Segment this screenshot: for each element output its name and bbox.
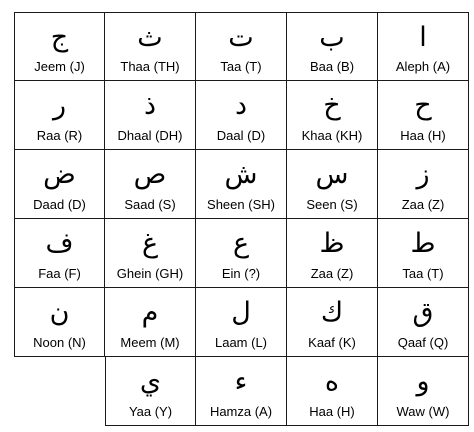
letter-cell (196, 81, 287, 150)
arabic-letter: ا (419, 22, 427, 53)
letter-cell (105, 150, 196, 219)
letter-cell (14, 12, 105, 81)
letter-cell (378, 357, 469, 426)
letter-cell (378, 81, 469, 150)
arabic-letter: ذ (143, 90, 157, 121)
letter-name: Yaa (Y) (128, 404, 173, 419)
letter-name: Zaa (Z) (310, 266, 354, 281)
letter-name: Ein (?) (221, 266, 261, 281)
letter-name: Khaa (KH) (301, 128, 363, 143)
letter-cell (287, 81, 378, 150)
letter-name: Daad (D) (33, 197, 86, 212)
arabic-letter: و (416, 366, 430, 397)
letter-cell (105, 288, 196, 357)
arabic-letter: خ (323, 90, 341, 121)
letter-name: Hamza (A) (209, 404, 273, 419)
arabic-letter: ف (45, 228, 74, 259)
letter-cell (287, 219, 378, 288)
letter-name: Sheen (SH) (207, 197, 275, 212)
letter-cell (14, 150, 105, 219)
arabic-letter: ك (320, 297, 344, 328)
arabic-letter: ح (414, 90, 432, 121)
letter-name: Meem (M) (120, 335, 180, 350)
letter-name: Haa (H) (309, 404, 355, 419)
arabic-letter: ص (133, 159, 167, 190)
letter-name: Haa (H) (400, 128, 446, 143)
letter-name: Seen (S) (306, 197, 358, 212)
letter-name: Zaa (Z) (401, 197, 445, 212)
arabic-letter: ط (410, 228, 436, 259)
letter-cell (378, 150, 469, 219)
letter-cell (196, 150, 287, 219)
arabic-letter: ظ (319, 228, 345, 259)
letter-cell (14, 219, 105, 288)
arabic-letter: ج (50, 22, 69, 53)
arabic-letter: ي (139, 366, 162, 397)
letter-cell (105, 357, 196, 426)
arabic-letter: ق (412, 297, 434, 328)
letter-name: Noon (N) (33, 335, 86, 350)
letter-name: Raa (R) (36, 128, 83, 143)
letter-cell (287, 150, 378, 219)
letter-name: Baa (B) (309, 59, 355, 74)
letter-name: Waw (W) (396, 404, 450, 419)
letter-cell (287, 357, 378, 426)
letter-cell (287, 288, 378, 357)
arabic-letter: د (234, 90, 248, 121)
letter-cell (196, 357, 287, 426)
letter-name: Kaaf (K) (308, 335, 356, 350)
letter-name: Qaaf (Q) (397, 335, 449, 350)
letter-name: Jeem (J) (34, 59, 85, 74)
letter-cell (105, 219, 196, 288)
letter-cell (105, 12, 196, 81)
arabic-letter: ث (137, 22, 163, 53)
letter-name: Saad (S) (124, 197, 176, 212)
letter-name: Thaa (TH) (120, 59, 180, 74)
letter-cell (378, 12, 469, 81)
letter-cell (14, 288, 105, 357)
letter-cell (287, 12, 378, 81)
letter-name: Ghein (GH) (116, 266, 184, 281)
arabic-letter: ن (49, 297, 70, 328)
letter-cell (378, 288, 469, 357)
letter-name: Daal (D) (216, 128, 266, 143)
letter-cell (14, 81, 105, 150)
arabic-letter: ض (43, 159, 76, 190)
arabic-letter: ش (224, 159, 258, 190)
letter-name: Dhaal (DH) (117, 128, 183, 143)
letter-cell (105, 81, 196, 150)
alphabet-grid (14, 12, 469, 426)
arabic-letter: ع (232, 228, 250, 259)
arabic-letter: ه (324, 366, 340, 397)
arabic-letter: س (315, 159, 349, 190)
arabic-letter: م (141, 297, 159, 328)
letter-name: Aleph (A) (395, 59, 451, 74)
arabic-letter: غ (141, 228, 159, 259)
letter-cell (196, 288, 287, 357)
arabic-letter: ب (319, 22, 345, 53)
letter-name: Taa (T) (220, 59, 262, 74)
arabic-letter: ر (52, 90, 67, 121)
letter-cell (378, 219, 469, 288)
arabic-letter: ت (228, 22, 254, 53)
letter-name: Faa (F) (38, 266, 81, 281)
arabic-letter: ز (416, 159, 430, 190)
arabic-letter: ل (231, 297, 251, 328)
letter-name: Laam (L) (214, 335, 268, 350)
letter-cell (196, 219, 287, 288)
letter-cell (196, 12, 287, 81)
arabic-letter: ء (234, 366, 248, 397)
letter-name: Taa (T) (402, 266, 444, 281)
